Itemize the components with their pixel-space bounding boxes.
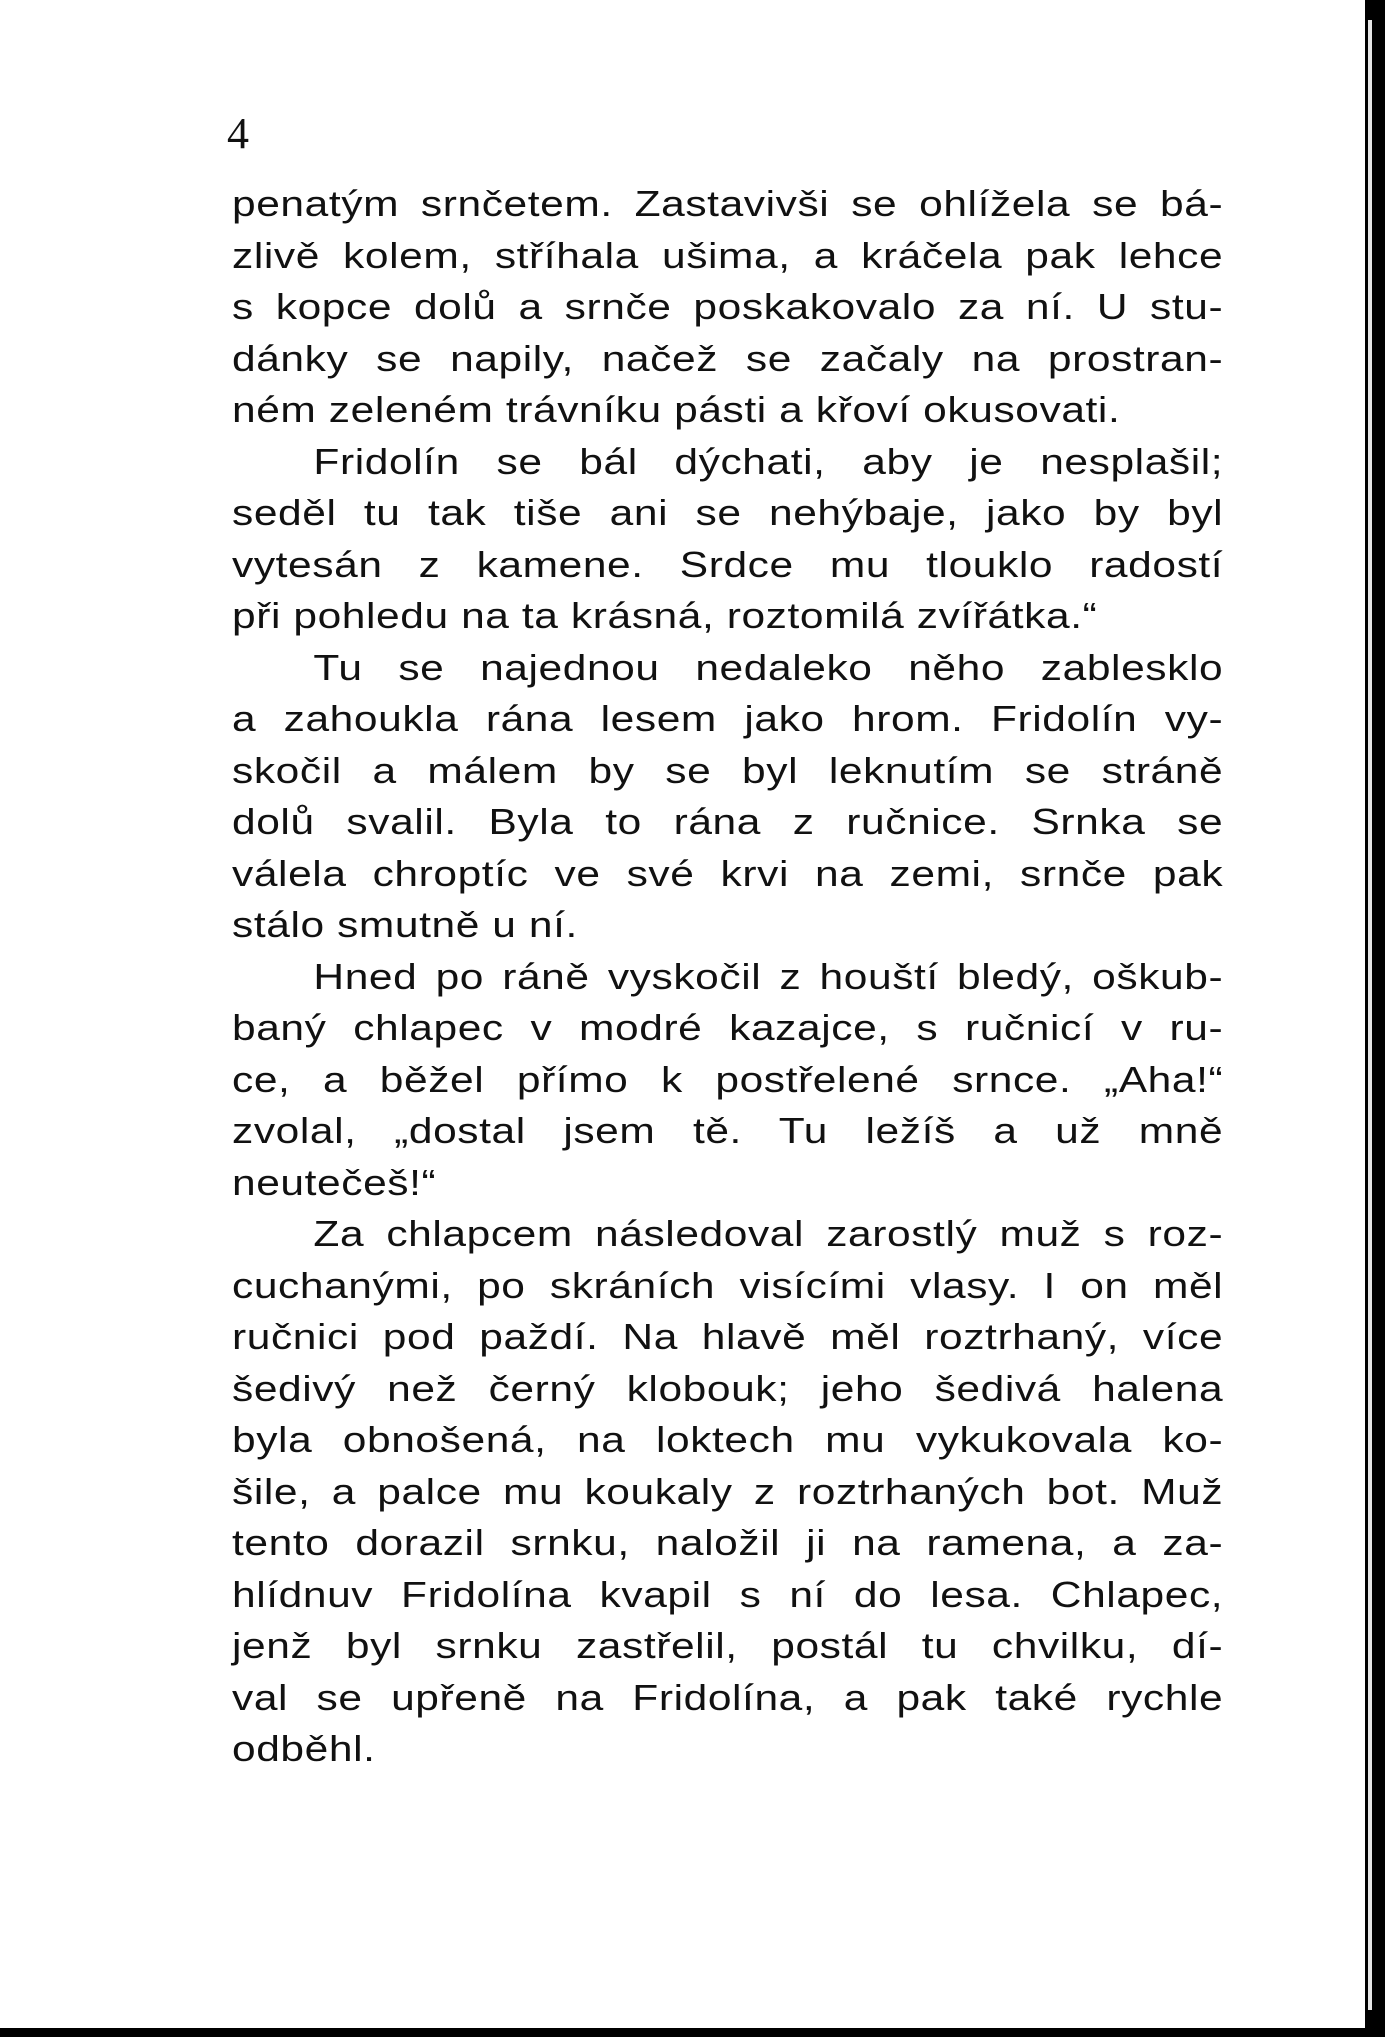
paragraph-3 — [232, 642, 1365, 951]
text-line: penatým srnčetem. Zastavivši se ohlížela se bá- — [232, 183, 1224, 224]
scan-edge-line — [1368, 20, 1372, 2010]
text-line: ručnici pod paždí. Na hlavě měl roztrhaný, více — [232, 1316, 1224, 1357]
text-line: s kopce dolů a srnče poskakovalo za ní. U stu- — [232, 286, 1224, 327]
text-line: při pohledu na ta krásná, roztomilá zvířátka.“ — [232, 595, 1098, 636]
text-line: byla obnošená, na loktech mu vykukovala ko- — [232, 1419, 1224, 1460]
text-line: neutečeš!“ — [232, 1161, 437, 1203]
text-line: ném zeleném trávníku pásti a křoví okusovati. — [232, 389, 1121, 430]
text-line: Hned po ráně vyskočil z houští bledý, oškub- — [313, 955, 1224, 997]
paragraph-2 — [232, 436, 1365, 642]
paragraph-5 — [232, 1208, 1365, 1775]
text-line: ce, a běžel přímo k postřelené srnce. „Aha!“ — [232, 1058, 1224, 1100]
text-line: dánky se napily, načež se začaly na prostran- — [232, 337, 1224, 379]
text-line: skočil a málem by se byl leknutím se stráně — [232, 749, 1224, 791]
text-line: hlídnuv Fridolína kvapil s ní do lesa. Chlapec, — [232, 1573, 1224, 1615]
text-line: šile, a palce mu koukaly z roztrhaných bot. Muž — [232, 1470, 1224, 1512]
text-line: seděl tu tak tiše ani se nehýbaje, jako by byl — [232, 492, 1224, 533]
text-line: baný chlapec v modré kazajce, s ručnicí v ru- — [232, 1007, 1224, 1048]
text-line: Tu se najednou nedaleko něho zablesklo — [313, 646, 1224, 688]
text-line: odběhl. — [232, 1728, 376, 1769]
text-line: a zahoukla rána lesem jako hrom. Fridolín vy- — [232, 698, 1224, 739]
text-line: stálo smutně u ní. — [232, 904, 578, 945]
paragraph-1 — [232, 178, 1365, 436]
text-line: val se upřeně na Fridolína, a pak také rychle — [232, 1676, 1224, 1718]
text-line: vytesán z kamene. Srdce mu tlouklo radostí — [232, 543, 1224, 585]
text-line: tento dorazil srnku, naložil ji na ramena, a za- — [232, 1522, 1224, 1563]
body-text — [232, 178, 1365, 1775]
text-line: válela chroptíc ve své krvi na zemi, srnče pak — [232, 852, 1224, 894]
text-line: dolů svalil. Byla to rána z ručnice. Srnka se — [232, 801, 1224, 842]
text-line: zlivě kolem, stříhala ušima, a kráčela pak lehce — [232, 234, 1224, 276]
text-line: Fridolín se bál dýchati, aby je nesplašil; — [313, 440, 1224, 482]
text-line: Za chlapcem následoval zarostlý muž s roz- — [313, 1213, 1224, 1254]
text-line: šedivý než černý klobouk; jeho šedivá halena — [232, 1367, 1224, 1409]
page-number: 4 — [227, 109, 249, 158]
text-line: zvolal, „dostal jsem tě. Tu ležíš a už mně — [232, 1110, 1224, 1151]
text-line: cuchanými, po skráních visícími vlasy. I on měl — [232, 1264, 1224, 1306]
paragraph-4 — [232, 951, 1365, 1209]
text-line: jenž byl srnku zastřelil, postál tu chvilku, dí- — [232, 1625, 1224, 1666]
